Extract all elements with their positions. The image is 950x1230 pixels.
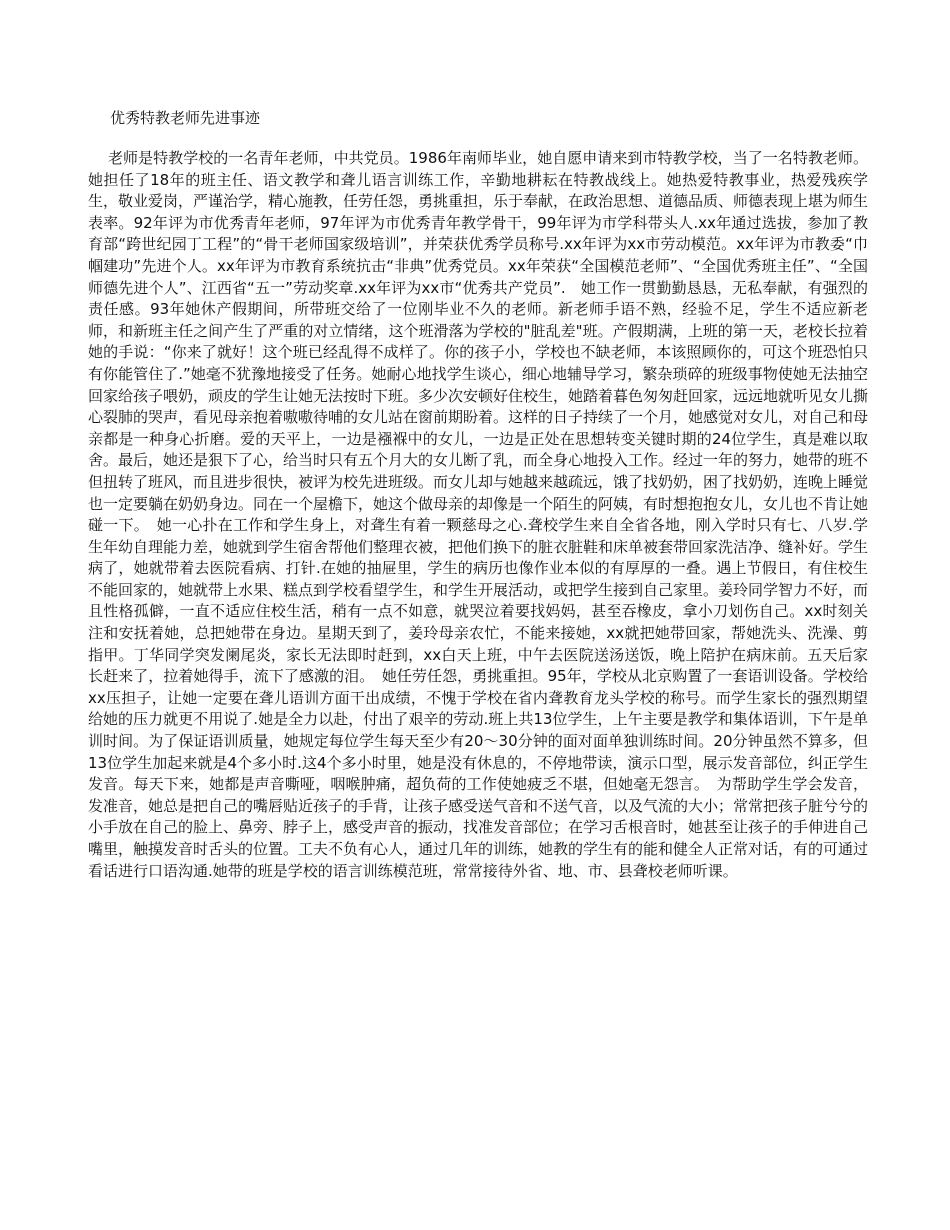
- document-body: 老师是特教学校的一名青年老师，中共党员。1986年南师毕业，她自愿申请来到市特教学校，当了一名特教老师。她担任了18年的班主任、语文教学和聋儿语言训练工作，辛勤地耕耘在特教战线上。她热爱特教事业，热爱残疾学生，敬业爱岗，严谨治学，精心施教，任劳任怨，勇挑重担，乐于奉献，在政治思想、道德品质、师德表现上堪为师生表率。92年评为市优秀青年老师，97年评为市优秀青年教学骨干，99年评为市学科带头人.xx年通过选拔，参加了教育部“跨世纪园丁工程”的“骨干老师国家级培训”，并荣获优秀学员称号.xx年评为xx市劳动模范。xx年评为市教委“巾帼建功”先进个人。xx年评为市教育系统抗击“非典”优秀党员。xx年荣获“全国模范老师”、“全国优秀班主任”、“全国师德先进个人”、江西省“五一”劳动奖章.xx年评为xx市“优秀共产党员”. 她工作一贯勤勤恳恳，无私奉献，有强烈的责任感。93年她休产假期间，所带班交给了一位刚毕业不久的老师。新老师手语不熟，经验不足，学生不适应新老师，和新班主任之间产生了严重的对立情绪，这个班滑落为学校的"脏乱差"班。产假期满，上班的第一天，老校长拉着她的手说：“你来了就好！这个班已经乱得不成样了。你的孩子小，学校也不缺老师，本该照顾你的，可这个班恐怕只有你能管住了.”她毫不犹豫地接受了任务。她耐心地找学生谈心，细心地辅导学习，繁杂琐碎的班级事物使她无法抽空回家给孩子喂奶，顽皮的学生让她无法按时下班。多少次安顿好住校生，她踏着暮色匆匆赶回家，远远地就听见女儿撕心裂肺的哭声，看见母亲抱着嗷嗷待哺的女儿站在窗前期盼着。这样的日子持续了一个月，她感觉对女儿，对自己和母亲都是一种身心折磨。爱的天平上，一边是襁褓中的女儿，一边是正处在思想转变关键时期的24位学生，真是难以取舍。最后，她还是狠下了心，给当时只有五个月大的女儿断了乳，而全身心地投入工作。经过一年的努力，她带的班不但扭转了班风，而且进步很快，被评为校先进班级。而女儿却与她越来越疏远，饿了找奶奶，困了找奶奶，连晚上睡觉也一定要躺在奶奶身边。同在一个屋檐下，她这个做母亲的却像是一个陌生的阿姨，有时想抱抱女儿，女儿也不肯让她碰一下。 她一心扑在工作和学生身上，对聋生有着一颗慈母之心.聋校学生来自全省各地，刚入学时只有七、八岁.学生年幼自理能力差，她就到学生宿舍帮他们整理衣被，把他们换下的脏衣脏鞋和床单被套带回家洗洁净、缝补好。学生病了，她就带着去医院看病、打针.在她的抽屉里，学生的病历也像作业本似的有厚厚的一叠。遇上节假日，有住校生不能回家的，她就带上水果、糕点到学校看望学生，和学生开展活动，或把学生接到自己家里。姜玲同学智力不好，而且性格孤僻，一直不适应住校生活，稍有一点不如意，就哭泣着要找妈妈，甚至吞橡皮，拿小刀划伤自己。xx时刻关注和安抚着她，总把她带在身边。星期天到了，姜玲母亲农忙，不能来接她，xx就把她带回家，帮她洗头、洗澡、剪指甲。丁华同学突发阑尾炎，家长无法即时赶到，xx白天上班，中午去医院送汤送饭，晚上陪护在病床前。五天后家长赶来了，拉着她得手，流下了感激的泪。 她任劳任怨，勇挑重担。95年，学校从北京购置了一套语训设备。学校给xx压担子，让她一定要在聋儿语训方面干出成绩，不愧于学校在省内聋教育龙头学校的称号。而学生家长的强烈期望给她的压力就更不用说了.她是全力以赴，付出了艰辛的劳动.班上共13位学生，上午主要是教学和集体语训，下午是单训时间。为了保证语训质量，她规定每位学生每天至少有20～30分钟的面对面单独训练时间。20分钟虽然不算多，但13位学生加起来就是4个多小时.这4个多小时里，她是没有休息的，不停地带读，演示口型，展示发音部位，纠正学生发音。每天下来，她都是声音嘶哑，咽喉肿痛，超负荷的工作使她疲乏不堪，但她毫无怨言。 为帮助学生学会发音，发准音，她总是把自己的嘴唇贴近孩子的手背，让孩子感受送气音和不送气音，以及气流的大小；常常把孩子脏兮兮的小手放在自己的脸上、鼻旁、脖子上，感受声音的振动，找准发音部位；在学习舌根音时，她甚至让孩子的手伸进自己嘴里，触摸发音时舌头的位置。工夫不负有心人，通过几年的训练，她教的学生有的能和健全人正常对话，有的可通过看话进行口语沟通.她带的班是学校的语言训练模范班，常常接待外省、地、市、县聋校老师听课。: [88, 149, 869, 880]
- document-title: 优秀特教老师先进事迹: [110, 109, 261, 127]
